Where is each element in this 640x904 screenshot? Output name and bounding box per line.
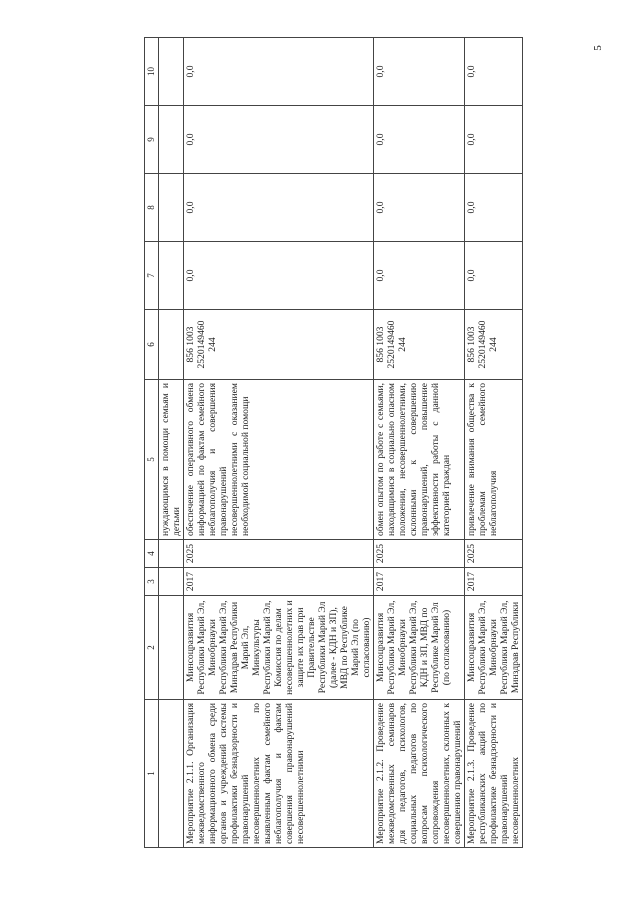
value-cell: 0,0 [465, 174, 523, 242]
budget-code-cell: 856 1003 2520149460 244 [374, 310, 465, 380]
table-row [374, 38, 465, 848]
executors-cell: Минсоцразвития Республики Марий Эл, Минобрнауки Республики Марий Эл, КДН и ЗП, МВД по Республике Марий Эл (по согласованию) [374, 596, 465, 700]
col-header: 8 [145, 174, 159, 242]
col-header: 5 [145, 380, 159, 540]
start-year-cell: 2017 [465, 568, 523, 596]
program-table [144, 38, 634, 848]
end-year-cell: 2025 [374, 540, 465, 568]
result-cell: обеспечение оперативного обмена информацией по фактам семейного неблагополучия и совершения правонарушений несовершеннолетними с оказанием необходимой социальной помощи [184, 380, 374, 540]
col-header: 1 [145, 700, 159, 848]
column-number-row [145, 38, 159, 848]
table-row [465, 38, 523, 848]
value-cell: 0,0 [465, 242, 523, 310]
value-cell: 0,0 [374, 106, 465, 174]
value-cell: 0,0 [184, 38, 374, 106]
end-year-cell: 2025 [184, 540, 374, 568]
value-cell: 0,0 [374, 38, 465, 106]
executors-cell: Минсоцразвития Республики Марий Эл, Минобрнауки Республики Марий Эл, Минздрав Республики Марий Эл, Минкультуры Республики Марий Эл, Комиссия по делам несовершеннолетних и защите их прав при Правительстве Республики Марий Эл (далее - КДН и ЗП), МВД по Республике Марий Эл (по согласованию) [184, 596, 374, 700]
col-header: 3 [145, 568, 159, 596]
value-cell: 0,0 [184, 242, 374, 310]
value-cell: 0,0 [184, 174, 374, 242]
budget-code-cell: 856 1003 2520149460 244 [465, 310, 523, 380]
table-row-continuation [159, 38, 184, 848]
page-number: 5 [591, 45, 604, 51]
measure-cell: Мероприятие 2.1.3. Проведение республиканских акций по профилактике безнадзорности и правонарушений несовершеннолетних [465, 700, 523, 848]
end-year-cell: 2025 [465, 540, 523, 568]
result-cell: обмен опытом по работе с семьями, находящимися в социально опасном положении, несовершеннолетними, склонными к совершению правонарушений, повышение эффективности работы с данной категорией граждан [374, 380, 465, 540]
measure-cell: Мероприятие 2.1.2. Проведение межведомственных семинаров для педагогов, психологов, социальных педагогов по вопросам психологического сопровождения несовершеннолетних, склонных к совершению правонарушений [374, 700, 465, 848]
value-cell: 0,0 [374, 242, 465, 310]
col-header: 6 [145, 310, 159, 380]
start-year-cell: 2017 [374, 568, 465, 596]
budget-code-cell: 856 1003 2520149460 244 [184, 310, 374, 380]
result-cell: привлечение внимания общества к проблемам семейного неблагополучия [465, 380, 523, 540]
start-year-cell: 2017 [184, 568, 374, 596]
measure-cell: Мероприятие 2.1.1. Организация межведомственного информационного обмена среди органов и учреждений системы профилактики безнадзорности и правонарушений несовершеннолетних по выявленным фактам семейного неблагополучия и фактам совершения правонарушений несовершеннолетними [184, 700, 374, 848]
col-header: 9 [145, 106, 159, 174]
col-header: 2 [145, 596, 159, 700]
value-cell: 0,0 [374, 174, 465, 242]
value-cell: 0,0 [184, 106, 374, 174]
executors-cell: Минсоцразвития Республики Марий Эл, Минобрнауки Республики Марий Эл, Минздрав Республики [465, 596, 523, 700]
col-header: 4 [145, 540, 159, 568]
col-header: 10 [145, 38, 159, 106]
value-cell: 0,0 [465, 106, 523, 174]
col-header: 7 [145, 242, 159, 310]
table-row [184, 38, 374, 848]
carry-over-text: нуждающимся в помощи семьям и детьми [159, 380, 184, 540]
value-cell: 0,0 [465, 38, 523, 106]
